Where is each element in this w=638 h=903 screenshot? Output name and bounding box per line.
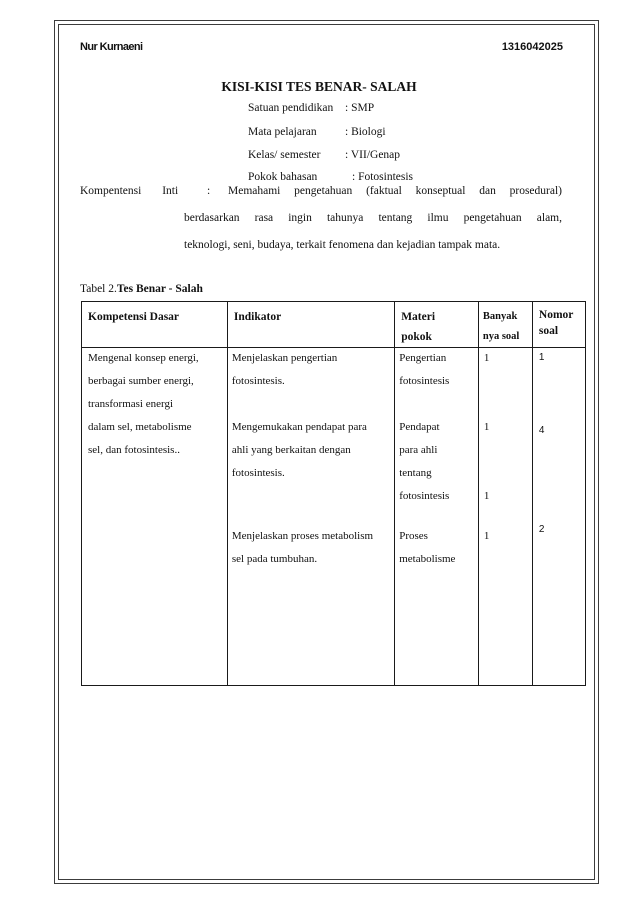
kompetensi-inti-line: teknologi, seni, budaya, terkait fenomena dan kejadian tampak mata. — [184, 239, 501, 251]
indikator-line: ahli yang berkaitan dengan — [231, 444, 351, 456]
materi-line: Proses — [399, 530, 428, 542]
kompetensi-inti-label: Kompentensi Inti — [80, 185, 179, 197]
kd-line: dalam sel, metabolisme — [88, 421, 192, 433]
cell-banyak-soal — [478, 348, 532, 686]
meta-row-kelas — [248, 149, 400, 161]
table-caption — [80, 283, 203, 295]
meta-label: Satuan pendidikan — [248, 102, 334, 114]
table-caption-title: Tes Benar - Salah — [116, 283, 203, 295]
table-caption-prefix: Tabel 2. — [80, 283, 117, 295]
kompetensi-inti-line: berdasarkan rasa ingin tahunya tentang ilmu pengetahuan alam, — [184, 212, 562, 224]
meta-label: Kelas/ semester — [248, 149, 321, 161]
materi-line: fotosintesis — [399, 490, 450, 502]
header-materi-pokok: Materi pokok — [395, 302, 479, 348]
header-nomor-soal: Nomor soal — [532, 302, 585, 348]
materi-line: para ahli — [399, 444, 438, 456]
kd-line: Mengenal konsep energi, — [88, 352, 199, 364]
materi-line: tentang — [399, 467, 432, 479]
banyak-soal-value: 1 — [483, 490, 490, 502]
materi-line: Pendapat — [399, 421, 440, 433]
kd-line: sel, dan fotosintesis.. — [88, 444, 180, 456]
materi-line: Pengertian — [399, 352, 447, 364]
meta-label: Mata pelajaran — [248, 126, 317, 138]
indikator-line: fotosintesis. — [231, 375, 285, 387]
indikator-line: fotosintesis. — [231, 467, 285, 479]
indikator-line: Menjelaskan proses metabolism — [231, 530, 374, 542]
kd-line: transformasi energi — [88, 398, 174, 410]
header-author: Nur Kurnaeni — [80, 41, 143, 53]
document-title-text: KISI-KISI TES BENAR- SALAH — [221, 79, 417, 94]
cell-nomor-soal — [532, 348, 585, 686]
table-row — [82, 348, 586, 686]
header-kompetensi-dasar: Kompetensi Dasar — [82, 302, 228, 348]
kompetensi-inti-colon: : — [207, 185, 211, 197]
meta-value: : Biologi — [345, 126, 386, 138]
meta-row-pokok — [248, 171, 413, 183]
cell-indikator — [227, 348, 394, 686]
banyak-soal-value: 1 — [483, 530, 490, 542]
header-id-number: 1316042025 — [501, 41, 563, 53]
header-banyak-soal: Banyak nya soal — [478, 302, 532, 348]
meta-row-satuan — [248, 102, 374, 114]
nomor-soal-value: 4 — [538, 425, 545, 436]
meta-value: : SMP — [345, 102, 375, 114]
kisi-kisi-table — [81, 301, 586, 686]
table-header-row — [82, 302, 586, 348]
banyak-soal-value: 1 — [483, 352, 490, 364]
meta-label: Pokok bahasan — [248, 171, 318, 183]
indikator-line: sel pada tumbuhan. — [231, 553, 318, 565]
header-indikator: Indikator — [227, 302, 394, 348]
cell-materi-pokok — [395, 348, 479, 686]
indikator-line: Mengemukakan pendapat para — [231, 421, 367, 433]
document-title — [0, 79, 638, 95]
nomor-soal-value: 2 — [538, 524, 545, 535]
meta-row-mapel — [248, 126, 386, 138]
kompetensi-inti-line: Memahami pengetahuan (faktual konseptual dan prosedural) — [228, 185, 562, 197]
meta-value: : Fotosintesis — [352, 171, 414, 183]
cell-kompetensi-dasar — [82, 348, 228, 686]
indikator-line: Menjelaskan pengertian — [231, 352, 338, 364]
meta-value: : VII/Genap — [345, 149, 401, 161]
materi-line: fotosintesis — [399, 375, 450, 387]
kd-line: berbagai sumber energi, — [88, 375, 194, 387]
banyak-soal-value: 1 — [483, 421, 490, 433]
nomor-soal-value: 1 — [538, 352, 545, 363]
materi-line: metabolisme — [399, 553, 456, 565]
